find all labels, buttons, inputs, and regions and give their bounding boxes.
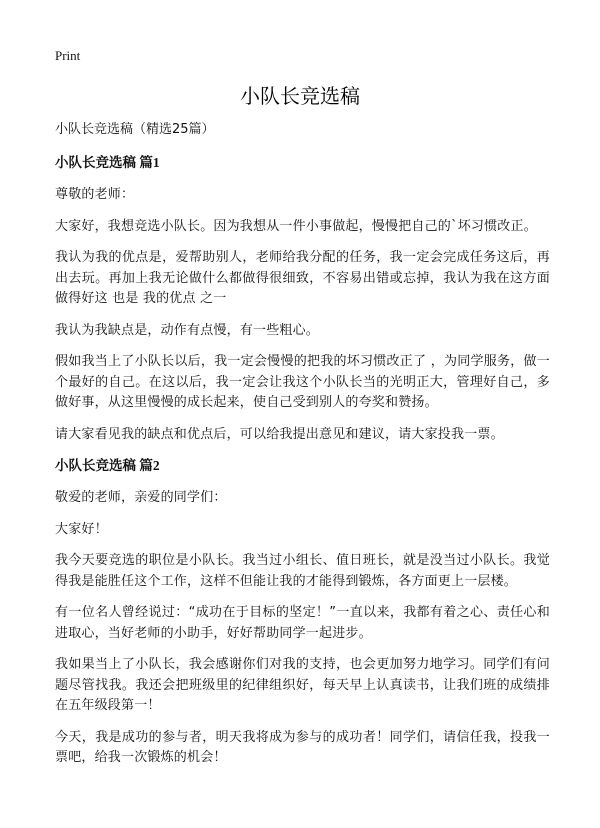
paragraph: 今天，我是成功的参与者，明天我将成为参与的成功者！同学们，请信任我，投我一票吧，给我一次锻炼的机会！	[55, 729, 550, 765]
paragraph: 我今天要竞选的职位是小队长。我当过小组长、值日班长，就是没当过小队长。我觉得我是能胜任这个工作，这样不但能让我的才能得到锻炼，各方面更上一层楼。	[55, 553, 550, 589]
page-title: 小队长竞选稿	[240, 84, 360, 108]
document-body	[55, 120, 550, 780]
section-heading: 小队长竞选稿 篇1	[55, 155, 160, 170]
paragraph: 我认为我的优点是，爱帮助别人，老师给我分配的任务，我一定会完成任务这后，再出去玩。再加上我无论做什么都做得很细致，不容易出错或忘掉，我认为我在这方面做得好这 也是 我的优点 之一	[55, 250, 550, 306]
paragraph: 尊敬的老师：	[55, 187, 135, 202]
document-subtitle: 小队长竞选稿（精选25篇）	[55, 122, 215, 137]
paragraph: 大家好，我想竞选小队长。因为我想从一件小事做起，慢慢把自己的`坏习惯改正。	[55, 218, 537, 234]
paragraph: 大家好！	[55, 521, 108, 537]
paragraph: 我认为我缺点是，动作有点慢，有一些粗心。	[55, 322, 320, 338]
section-1	[55, 153, 550, 445]
section-2	[55, 456, 550, 769]
paragraph: 请大家看见我的缺点和优点后，可以给我提出意见和建议，请大家投我一票。	[55, 426, 504, 442]
paragraph: 我如果当上了小队长，我会感谢你们对我的支持，也会更加努力地学习。同学们有问题尽管找我。我还会把班级里的纪律组织好，每天早上认真读书，让我们班的成绩排在五年级段第一！	[55, 657, 550, 713]
print-link[interactable]: Print	[55, 48, 81, 63]
paragraph: 有一位名人曾经说过：“成功在于目标的坚定！”一直以来，我都有着之心、责任心和进取心，当好老师的小助手，好好帮助同学一起进步。	[55, 605, 550, 641]
paragraph: 敬爱的老师，亲爱的同学们：	[55, 490, 227, 505]
section-heading: 小队长竞选稿 篇2	[55, 458, 160, 473]
paragraph: 假如我当上了小队长以后，我一定会慢慢的把我的坏习惯改正了 ，为同学服务，做一个最好的自己。在这以后，我一定会让我这个小队长当的光明正大，管理好自己，多做好事，从这里慢慢的成长起来，使自己受到别人的夸奖和赞扬。	[55, 354, 550, 410]
